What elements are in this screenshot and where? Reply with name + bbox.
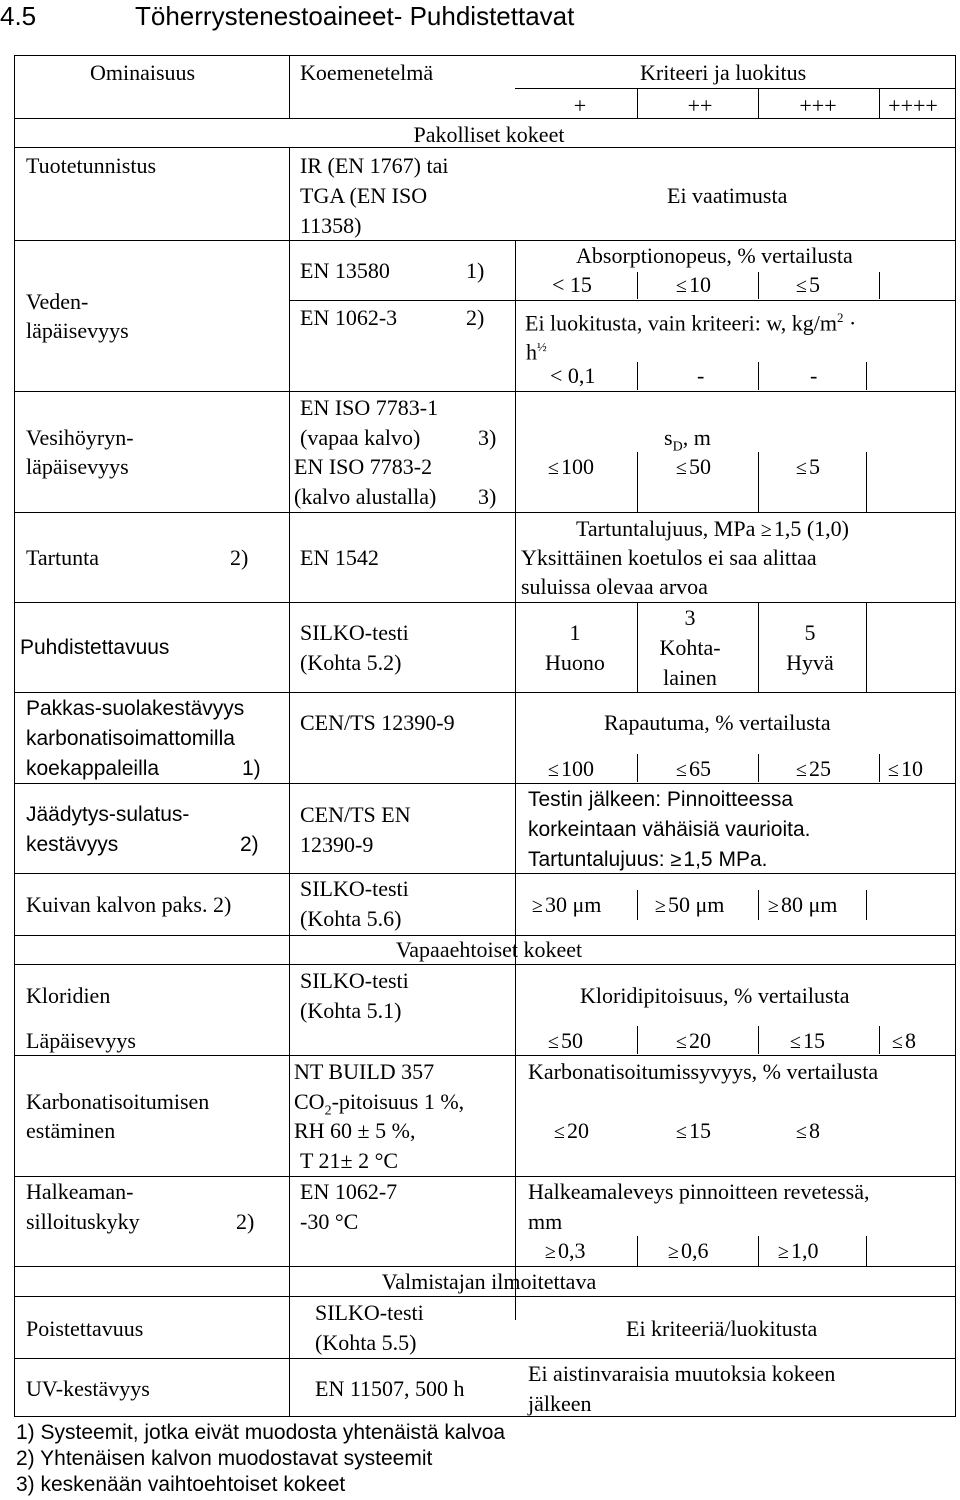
- cleanability-class-5-number: 5: [804, 620, 816, 645]
- carbonation-value-2: ≤15: [676, 1118, 711, 1143]
- header-property: Ominaisuus: [90, 60, 196, 85]
- section-number: 4.5: [0, 1, 37, 31]
- crack-bridging-property-note: 2): [236, 1209, 255, 1234]
- frost-salt-criteria-title: Rapautuma, % vertailusta: [604, 710, 831, 735]
- adhesion-property: Tartunta: [26, 545, 99, 570]
- section-optional: Vapaaehtoiset kokeet: [395, 937, 583, 962]
- chloride-value-4: ≤8: [892, 1028, 916, 1053]
- freeze-thaw-method-2: 12390-9: [300, 832, 374, 857]
- en13580-method: EN 13580: [300, 258, 390, 283]
- frost-salt-method: CEN/TS 12390-9: [300, 710, 455, 735]
- carbonation-method-3: RH 60 ± 5 %,: [294, 1118, 416, 1143]
- dry-film-property: Kuivan kalvon paks. 2): [26, 892, 232, 917]
- sd-value-2: ≤50: [676, 454, 711, 479]
- en1062-3-note: 2): [466, 305, 485, 330]
- freeze-thaw-property-2: kestävyys: [26, 833, 119, 856]
- frost-salt-property-2: karbonatisoimattomilla: [26, 727, 235, 750]
- uv-property: UV-kestävyys: [26, 1376, 150, 1401]
- class-plus-3: +++: [799, 93, 837, 118]
- freeze-thaw-method-1: CEN/TS EN: [300, 802, 411, 827]
- vapour-property-2: läpäisevyys: [26, 454, 129, 479]
- footnote-3: 3) keskenään vaihtoehtoiset kokeet: [16, 1473, 346, 1496]
- cleanability-method-2: (Kohta 5.2): [300, 650, 402, 675]
- dry-film-method-1: SILKO-testi: [300, 876, 409, 901]
- header-method: Koemenetelmä: [300, 60, 434, 85]
- adhesion-property-note: 2): [230, 545, 249, 570]
- absorption-value-2: ≤10: [676, 272, 711, 297]
- crack-bridging-property-1: Halkeaman-: [26, 1179, 134, 1204]
- crack-bridging-method-2: -30 °C: [300, 1209, 359, 1234]
- carbonation-value-1: ≤20: [554, 1118, 589, 1143]
- removability-method-2: (Kohta 5.5): [315, 1330, 417, 1355]
- chloride-property-1: Kloridien: [26, 983, 111, 1008]
- sd-value-3: ≤5: [796, 454, 820, 479]
- frost-salt-property-note: 1): [242, 757, 261, 780]
- vapour-method-3: EN ISO 7783-2: [294, 454, 433, 479]
- identification-property: Tuotetunnistus: [26, 153, 157, 178]
- frost-salt-property-1: Pakkas-suolakestävyys: [26, 697, 245, 720]
- chloride-criteria-title: Kloridipitoisuus, % vertailusta: [580, 983, 850, 1008]
- chloride-method-2: (Kohta 5.1): [300, 998, 402, 1023]
- carbonation-property-1: Karbonatisoitumisen: [26, 1089, 210, 1114]
- absorption-value-3: ≤5: [796, 272, 820, 297]
- dry-film-value-3: ≥80 μm: [768, 892, 838, 917]
- w-value-3: -: [810, 363, 818, 388]
- crack-bridging-value-3: ≥1,0: [778, 1238, 819, 1263]
- section-mandatory: Pakolliset kokeet: [413, 122, 565, 147]
- freeze-thaw-criteria-3: Tartuntalujuus: ≥1,5 MPa.: [528, 848, 768, 871]
- vapour-method-note-2: 3): [478, 484, 497, 509]
- identification-method-3: 11358): [300, 213, 362, 238]
- frost-salt-value-3: ≤25: [796, 756, 831, 781]
- freeze-thaw-property-note: 2): [240, 833, 259, 856]
- cleanability-method-1: SILKO-testi: [300, 620, 409, 645]
- identification-method-1: IR (EN 1767) tai: [300, 153, 449, 178]
- carbonation-criteria-title: Karbonatisoitumissyvyys, % vertailusta: [528, 1059, 879, 1084]
- carbonation-method-1: NT BUILD 357: [294, 1059, 435, 1084]
- cleanability-class-1-label: Huono: [545, 650, 605, 675]
- vapour-method-2: (vapaa kalvo): [300, 425, 421, 450]
- header-criteria: Kriteeri ja luokitus: [640, 60, 807, 85]
- removability-criteria: Ei kriteeriä/luokitusta: [626, 1316, 818, 1341]
- uv-criteria-1: Ei aistinvaraisia muutoksia kokeen: [528, 1361, 836, 1386]
- adhesion-criteria-3: suluissa olevaa arvoa: [521, 574, 708, 599]
- absorption-value-1: < 15: [552, 272, 592, 297]
- crack-bridging-value-1: ≥0,3: [545, 1238, 586, 1263]
- freeze-thaw-property-1: Jäädytys-sulatus-: [26, 803, 190, 826]
- carbonation-method-4: T 21± 2 °C: [300, 1148, 399, 1173]
- frost-salt-value-1: ≤100: [548, 756, 594, 781]
- crack-bridging-value-2: ≥0,6: [668, 1238, 709, 1263]
- class-plus-4: ++++: [888, 93, 938, 118]
- section-manufacturer: Valmistajan ilmoitettava: [381, 1269, 597, 1294]
- adhesion-criteria-2: Yksittäinen koetulos ei saa alittaa: [521, 545, 817, 570]
- frost-salt-value-4: ≤10: [888, 756, 923, 781]
- cleanability-class-3-label-1: Kohta-: [659, 635, 721, 660]
- class-plus-2: ++: [687, 93, 713, 118]
- removability-property: Poistettavuus: [26, 1316, 144, 1341]
- cleanability-class-1-number: 1: [569, 620, 581, 645]
- chloride-value-1: ≤50: [548, 1028, 583, 1053]
- en13580-note: 1): [466, 258, 485, 283]
- crack-bridging-criteria-1: Halkeamaleveys pinnoitteen revetessä,: [528, 1179, 870, 1204]
- vapour-method-note-1: 3): [478, 425, 497, 450]
- crack-bridging-method-1: EN 1062-7: [300, 1179, 398, 1204]
- freeze-thaw-criteria-1: Testin jälkeen: Pinnoitteessa: [528, 788, 793, 811]
- carbonation-value-3: ≤8: [796, 1118, 820, 1143]
- uv-criteria-2: jälkeen: [528, 1391, 592, 1416]
- class-plus-1: +: [573, 93, 587, 118]
- adhesion-method: EN 1542: [300, 545, 379, 570]
- sd-criteria-title: $s_D$, m: [664, 425, 711, 455]
- cleanability-class-3-number: 3: [684, 605, 696, 630]
- chloride-value-3: ≤15: [790, 1028, 825, 1053]
- dry-film-method-2: (Kohta 5.6): [300, 906, 402, 931]
- water-permeability-property-1: Veden-: [26, 289, 89, 314]
- w-value-1: < 0,1: [550, 363, 596, 388]
- identification-method-2: TGA (EN ISO: [300, 183, 428, 208]
- vapour-property-1: Vesihöyryn-: [26, 425, 134, 450]
- frost-salt-value-2: ≤65: [676, 756, 711, 781]
- w-criteria-title-h: $h^{\frac{1}{2}}$: [526, 339, 547, 365]
- footnote-2: 2) Yhtenäisen kalvon muodostavat systeemit: [16, 1447, 433, 1470]
- en1062-3-method: EN 1062-3: [300, 305, 398, 330]
- dry-film-value-2: ≥50 μm: [655, 892, 725, 917]
- cleanability-class-3-label-2: lainen: [663, 665, 717, 690]
- footnote-1: 1) Systeemit, jotka eivät muodosta yhtenäistä kalvoa: [16, 1421, 506, 1444]
- page-title: Töherrystenestoaineet- Puhdistettavat: [135, 1, 575, 31]
- carbonation-property-2: estäminen: [26, 1118, 116, 1143]
- w-value-2: -: [697, 363, 705, 388]
- vapour-method-1: EN ISO 7783-1: [300, 395, 439, 420]
- dry-film-value-1: ≥30 μm: [532, 892, 602, 917]
- absorption-criteria-title: Absorptionopeus, % vertailusta: [576, 243, 853, 268]
- freeze-thaw-criteria-2: korkeintaan vähäisiä vaurioita.: [528, 818, 811, 841]
- chloride-property-2: Läpäisevyys: [26, 1028, 136, 1053]
- carbonation-method-2: $CO_2$-pitoisuus 1 %,: [294, 1089, 465, 1119]
- chloride-value-2: ≤20: [676, 1028, 711, 1053]
- crack-bridging-property-2: silloituskyky: [26, 1209, 140, 1234]
- adhesion-criteria-1: Tartuntalujuus, MPa ≥1,5 (1,0): [576, 516, 849, 541]
- vapour-method-4: (kalvo alustalla): [294, 484, 437, 509]
- uv-method: EN 11507, 500 h: [315, 1376, 465, 1401]
- removability-method-1: SILKO-testi: [315, 1300, 424, 1325]
- frost-salt-property-3: koekappaleilla: [26, 757, 160, 780]
- sd-value-1: ≤100: [548, 454, 594, 479]
- crack-bridging-criteria-2: mm: [528, 1209, 563, 1234]
- cleanability-property: Puhdistettavuus: [20, 636, 170, 659]
- identification-criteria: Ei vaatimusta: [667, 183, 788, 208]
- cleanability-class-5-label: Hyvä: [786, 650, 834, 675]
- w-criteria-title: Ei luokitusta, vain kriteeri: w, $kg/m^2$ ·: [525, 310, 857, 336]
- water-permeability-property-2: läpäisevyys: [26, 318, 129, 343]
- chloride-method-1: SILKO-testi: [300, 968, 409, 993]
